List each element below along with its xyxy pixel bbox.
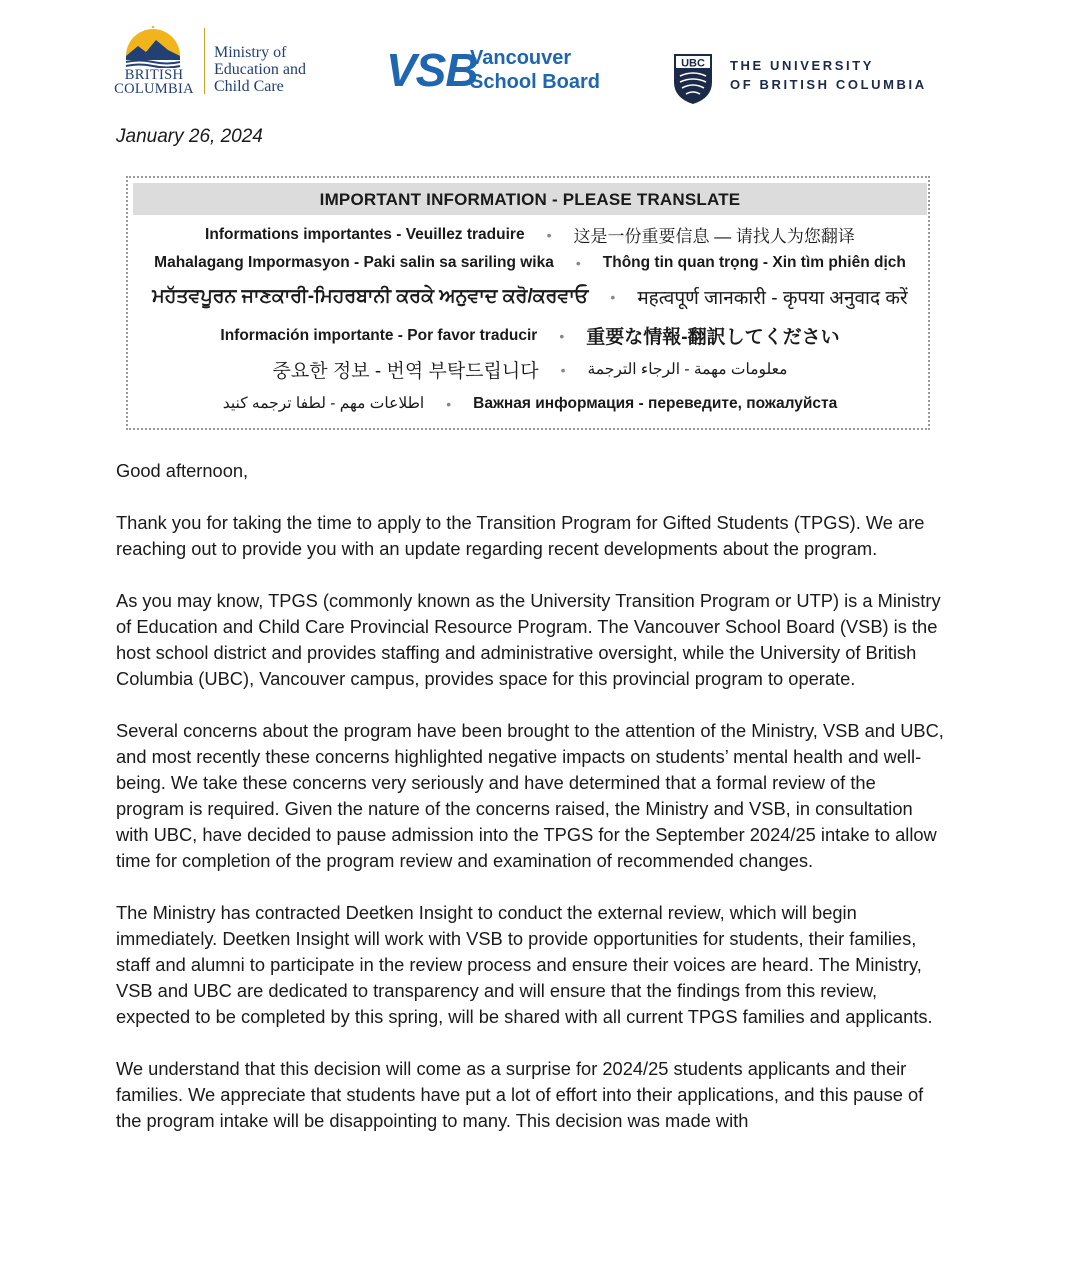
bc-wordmark-line1: BRITISH (124, 67, 184, 83)
translation-row (128, 356, 932, 383)
translation-russian: Важная информация - переведите, пожалуйста (473, 394, 838, 412)
ubc-name-line1: THE UNIVERSITY (730, 58, 875, 73)
ubc-logo (672, 52, 942, 108)
bc-wordmark-line2: COLUMBIA (114, 81, 194, 97)
translation-japanese: 重要な情報-翻訳してください (586, 327, 840, 348)
translation-spanish: Información importante - Por favor traducir (220, 326, 538, 344)
letter-paragraph: Several concerns about the program have been brought to the attention of the Ministry, VSB and UBC, and most recently these concerns highlighted negative impacts on students’ mental health and well-being. We take these concerns very seriously and have determined that a formal review of the program is required. Given the nature of the concerns raised, the Ministry and VSB, in consultation with UBC, have decided to pause admission into the TPGS for the September 2024/25 intake to allow time for completion of the program review and examination of recommended changes. (116, 720, 944, 871)
letter-body (116, 458, 946, 1160)
translation-tagalog: Mahalagang Impormasyon - Paki salin sa sariling wika (154, 254, 554, 271)
letter-greeting: Good afternoon, (116, 460, 249, 481)
translation-punjabi: ਮਹੱਤਵਪੂਰਨ ਜਾਣਕਾਰੀ-ਮਿਹਰਬਾਨੀ ਕਰਕੇ ਅਨੁਵਾਦ ਕਰੋ/ਕਰਵਾਓ (152, 286, 589, 307)
bullet-separator: • (575, 255, 581, 271)
letter-paragraph: We understand that this decision will come as a surprise for 2024/25 students applicants and their families. We appreciate that students have put a lot of effort into their applications, and this pause of the program intake will be disappointing to many. This decision was made with (116, 1058, 924, 1131)
ubc-shield-icon (672, 52, 714, 106)
ministry-line-1: Ministry of (214, 44, 287, 61)
vsb-logo (386, 44, 616, 102)
bullet-separator: • (559, 327, 565, 344)
vsb-mark: VSB (386, 44, 478, 96)
translation-row (128, 284, 932, 310)
logo-divider (204, 28, 205, 94)
vsb-name-line1: Vancouver (470, 47, 572, 69)
translation-notice-title: IMPORTANT INFORMATION - PLEASE TRANSLATE (133, 183, 927, 215)
letter-paragraph: Thank you for taking the time to apply to the Transition Program for Gifted Students (TPGS). We are reaching out to provide you with an update regarding recent developments about the program. (116, 512, 925, 559)
vsb-name-line2: School Board (470, 71, 601, 93)
translation-notice-box (126, 176, 930, 430)
bullet-separator: • (546, 226, 552, 243)
translation-arabic: معلومات مهمة - الرجاء الترجمة (587, 361, 788, 378)
translation-farsi: اطلاعات مهم - لطفا ترجمه کنید (222, 395, 425, 412)
bullet-separator: • (560, 361, 566, 378)
ubc-name (730, 56, 927, 94)
translation-french: Informations importantes - Veuillez traduire (205, 225, 525, 243)
vsb-name (470, 46, 600, 94)
letter-date: January 26, 2024 (116, 126, 263, 147)
letter-paragraph: The Ministry has contracted Deetken Insight to conduct the external review, which will begin immediately. Deetken Insight will work with VSB to provide opportunities for students, their families, staff and alumni to participate in the review process and ensure their voices are heard. The Ministry, VSB and UBC are dedicated to transparency and will ensure that the findings from this review, expected to be completed by this spring, will be shared with all current TPGS families and applicants. (116, 902, 933, 1027)
ministry-name (214, 44, 306, 95)
bullet-separator: • (446, 395, 452, 412)
translation-chinese: 这是一份重要信息 — 请找人为您翻译 (573, 227, 855, 246)
translation-hindi: महत्वपूर्ण जानकारी - कृपया अनुवाद करें (637, 288, 908, 309)
translation-row (128, 222, 932, 247)
bc-ministry-logo (112, 24, 312, 96)
bullet-separator: • (610, 289, 616, 305)
translation-row (128, 394, 932, 413)
translation-korean: 중요한 정보 - 번역 부탁드립니다 (272, 361, 539, 382)
ubc-name-line2: OF BRITISH COLUMBIA (730, 77, 927, 92)
ubc-shield-text: UBC (681, 57, 705, 70)
ministry-line-3: Child Care (214, 78, 284, 95)
bc-sun-emblem-icon (122, 26, 184, 68)
translation-row (128, 322, 932, 349)
translation-vietnamese: Thông tin quan trọng - Xin tìm phiên dịch (602, 254, 906, 271)
ministry-line-2: Education and (214, 61, 306, 78)
letter-paragraph: As you may know, TPGS (commonly known as the University Transition Program or UTP) is a Ministry of Education and Child Care Provincial Resource Program. The Vancouver School Board (VSB) is the host school district and provides staffing and administrative oversight, while the University of British Columbia (UBC), Vancouver campus, provides space for this provincial program to operate. (116, 590, 941, 689)
translation-row (128, 254, 932, 272)
